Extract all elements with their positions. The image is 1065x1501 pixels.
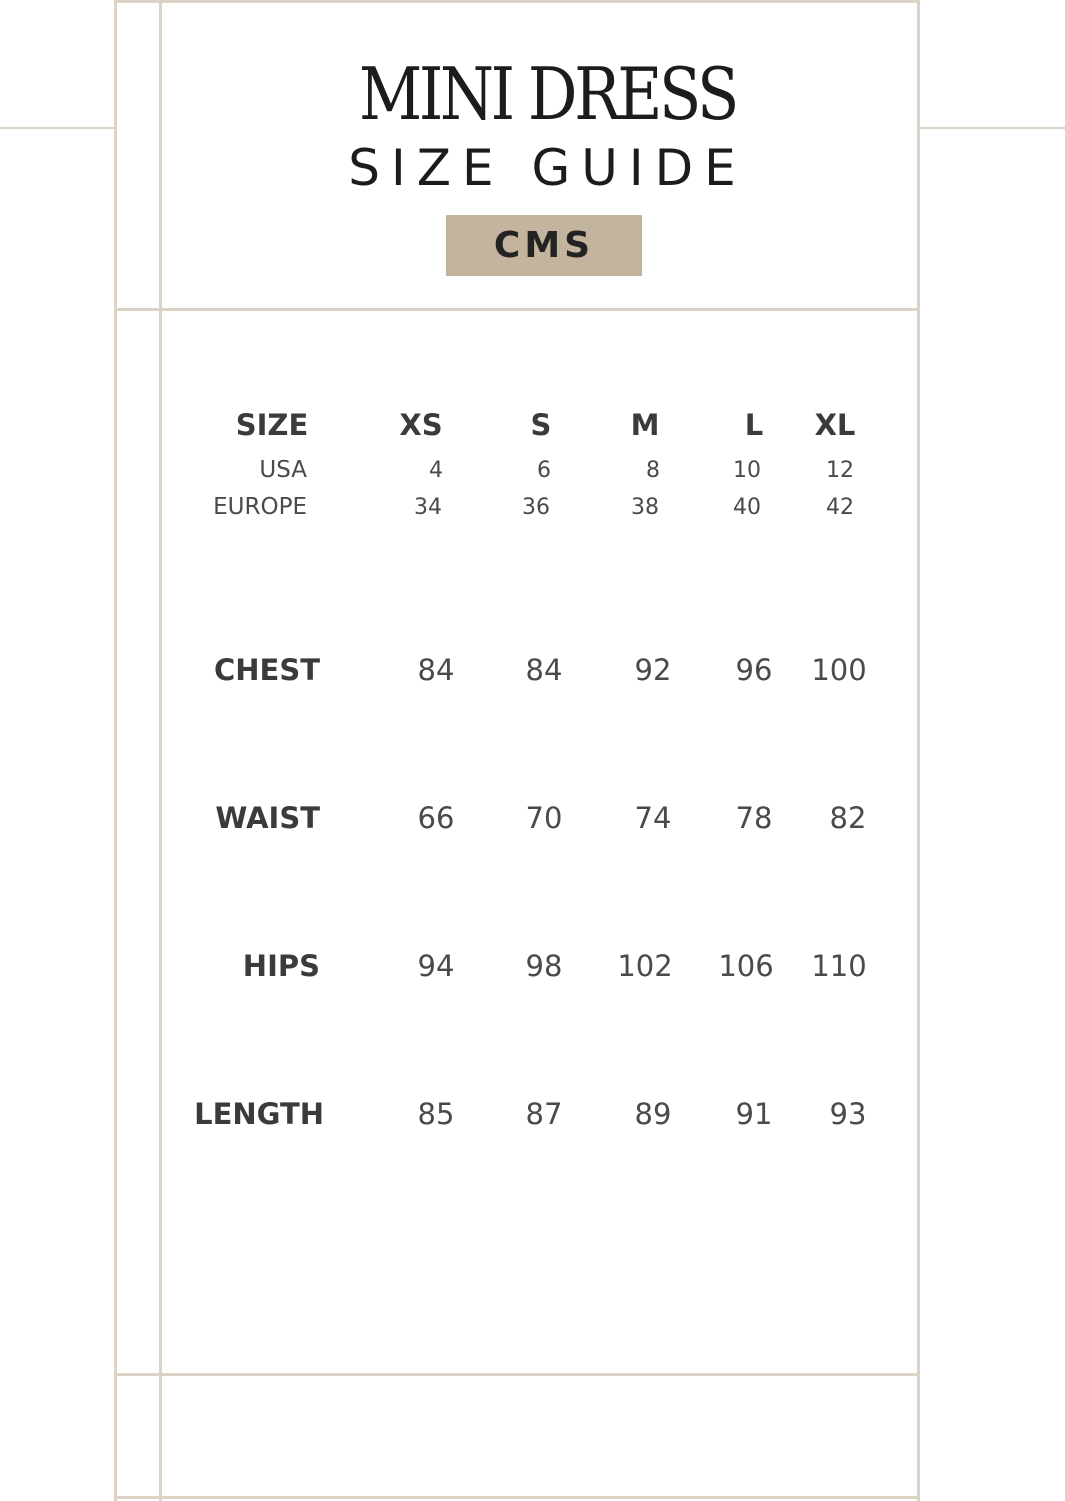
measure-cell: 70 <box>525 801 563 835</box>
measure-cell: 106 <box>718 949 774 983</box>
page-title: MINI DRESS <box>358 52 736 136</box>
page-subtitle: SIZE GUIDE <box>348 139 747 197</box>
conv-cell: 40 <box>733 495 761 520</box>
conv-cell: 4 <box>429 458 443 483</box>
measure-cell: 84 <box>525 653 563 687</box>
conv-label-europe: EUROPE <box>213 494 307 520</box>
measure-cell: 96 <box>735 653 773 687</box>
conv-cell: 38 <box>631 495 659 520</box>
measure-cell: 91 <box>735 1097 773 1131</box>
conv-cell: 12 <box>826 458 854 483</box>
conv-cell: 42 <box>826 495 854 520</box>
frame-top <box>114 0 920 3</box>
size-header: SIZE <box>235 408 309 442</box>
header-divider <box>114 308 920 311</box>
measure-cell: 74 <box>634 801 672 835</box>
conv-label-usa: USA <box>259 457 307 483</box>
size-col-xl: XL <box>814 408 856 442</box>
measure-cell: 102 <box>617 949 673 983</box>
measure-cell: 87 <box>525 1097 563 1131</box>
measure-cell: 92 <box>634 653 672 687</box>
frame-right <box>917 0 920 1501</box>
measure-cell: 82 <box>829 801 867 835</box>
conv-cell: 34 <box>414 495 442 520</box>
size-col-s: S <box>530 408 552 442</box>
measure-cell: 89 <box>634 1097 672 1131</box>
frame-outer-left <box>114 0 117 1501</box>
conv-cell: 36 <box>522 495 550 520</box>
measure-cell: 98 <box>525 949 563 983</box>
measure-cell: 94 <box>417 949 455 983</box>
unit-label: CMS <box>493 225 595 266</box>
measure-label-length: LENGTH <box>194 1097 324 1131</box>
measure-cell: 66 <box>417 801 455 835</box>
footer-divider <box>114 1373 920 1376</box>
measure-label-waist: WAIST <box>215 801 320 835</box>
measure-cell: 78 <box>735 801 773 835</box>
unit-badge <box>446 215 642 276</box>
size-col-l: L <box>744 408 764 442</box>
measure-label-chest: CHEST <box>213 653 320 687</box>
measure-label-hips: HIPS <box>242 949 320 983</box>
measure-cell: 100 <box>811 653 867 687</box>
conv-cell: 10 <box>733 458 761 483</box>
measure-cell: 84 <box>417 653 455 687</box>
measure-cell: 110 <box>811 949 867 983</box>
measure-cell: 93 <box>829 1097 867 1131</box>
frame-bottom <box>114 1496 920 1499</box>
conv-cell: 6 <box>537 458 551 483</box>
measure-cell: 85 <box>417 1097 455 1131</box>
frame-inner-left <box>159 0 162 1501</box>
conv-cell: 8 <box>646 458 660 483</box>
size-col-m: M <box>630 408 660 442</box>
size-col-xs: XS <box>399 408 443 442</box>
